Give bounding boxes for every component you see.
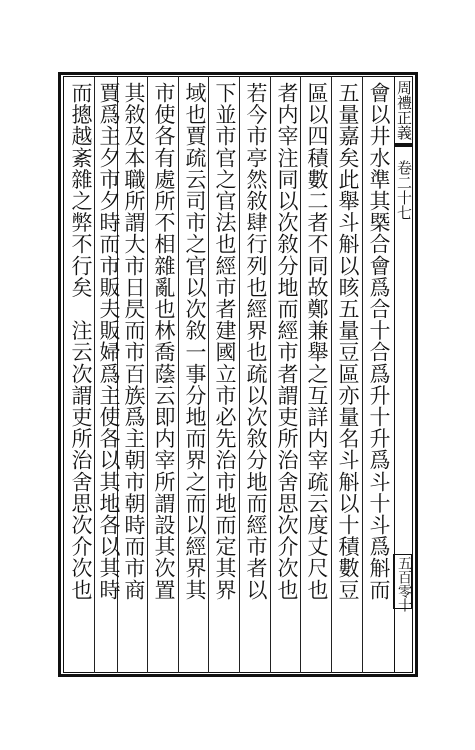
text-column-3: 區以四積數二者不同故鄭兼舉之互詳内宰疏云度丈尺也: [305, 82, 329, 601]
column-rule: [208, 76, 209, 673]
text-column-1: 會以井水準其槩合會爲合十合爲升十升爲斗十斗爲斛而: [367, 82, 391, 601]
fish-tail-mark: [394, 143, 413, 147]
text-column-11: 而摠越紊雜之弊不行矣 注云次謂吏所治舍思次介次也: [69, 82, 93, 601]
volume-label: 卷二十七: [395, 160, 413, 220]
text-column-5: 若今市亭然敘肆行列也經界也疏以次敘分地而經市者以: [244, 82, 268, 601]
column-rule: [239, 76, 240, 673]
text-column-8: 市使各有處所不相雜亂也林喬蔭云即内宰所謂設其次置: [152, 82, 176, 601]
text-column-7: 域也賈疏云司市之官以次敘一事分地而界之而以經界其: [183, 82, 207, 601]
book-title: 周禮正義: [395, 80, 413, 140]
text-column-9: 其敘及本職所謂大市日昃而市百族爲主朝市朝時而市商: [122, 82, 146, 601]
text-column-10: 賈爲主夕市夕時而市販夫販婦爲主使各以其地各以其時: [97, 82, 121, 601]
column-rule: [362, 76, 363, 673]
column-rule: [300, 76, 301, 673]
column-rule: [147, 76, 148, 673]
column-rule: [270, 76, 271, 673]
text-column-2: 五量嘉矣此舉斗斛以晐五量豆區亦量名斗斛以十積數豆: [336, 82, 360, 601]
text-column-4: 者内宰注同以次敘分地而經市者謂吏所治舍思次介次也: [275, 82, 299, 601]
text-column-6: 下並市官之官法也經市者建國立市必先治市地而定其界: [213, 82, 237, 601]
page-number: 五百零十: [396, 556, 412, 612]
column-rule: [331, 76, 332, 673]
column-rule: [94, 76, 95, 673]
column-rule: [178, 76, 179, 673]
